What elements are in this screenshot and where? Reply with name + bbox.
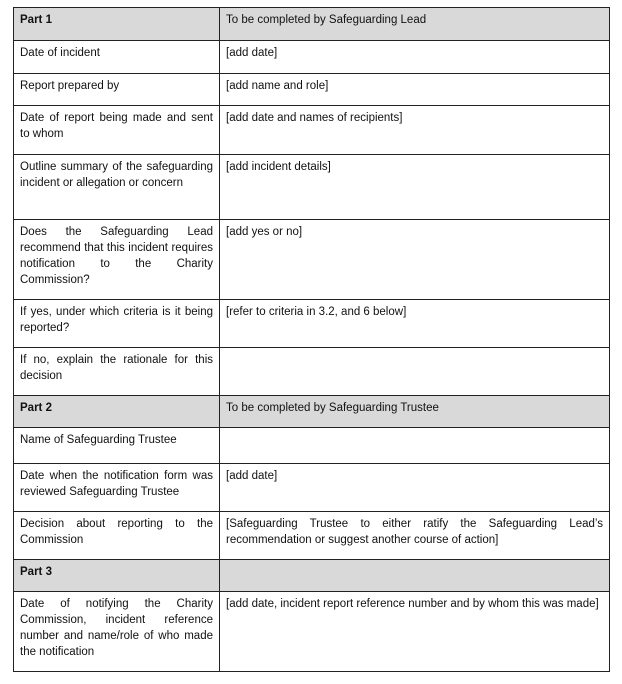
part-1-label: Part 1 (14, 8, 220, 41)
field-label: If yes, under which criteria is it being reported? (14, 300, 220, 348)
table-row (14, 512, 610, 560)
part-2-header-row (14, 396, 610, 428)
field-value[interactable]: [add name and role] (220, 74, 610, 106)
field-value[interactable]: [add date] (220, 41, 610, 74)
field-value[interactable]: [refer to criteria in 3.2, and 6 below] (220, 300, 610, 348)
field-value[interactable] (220, 428, 610, 464)
field-value[interactable]: [add incident details] (220, 155, 610, 220)
field-value[interactable]: [add date, incident report reference number and by whom this was made] (220, 592, 610, 672)
safeguarding-report-form (13, 7, 610, 672)
field-label: Outline summary of the safeguarding incident or allegation or concern (14, 155, 220, 220)
part-3-header-row (14, 560, 610, 592)
field-label: Name of Safeguarding Trustee (14, 428, 220, 464)
field-value[interactable]: [add date and names of recipients] (220, 106, 610, 155)
field-label: Date of notifying the Charity Commission, incident reference number and name/role of who made the notification (14, 592, 220, 672)
field-value[interactable]: [add yes or no] (220, 220, 610, 300)
table-row (14, 41, 610, 74)
field-label: Does the Safeguarding Lead recommend that this incident requires notification to the Charity Commission? (14, 220, 220, 300)
table-row (14, 74, 610, 106)
field-label: Decision about reporting to the Commission (14, 512, 220, 560)
table-row (14, 592, 610, 672)
table-row (14, 155, 610, 220)
field-value[interactable] (220, 348, 610, 396)
part-3-label: Part 3 (14, 560, 220, 592)
table-row (14, 106, 610, 155)
part-1-header-row (14, 8, 610, 41)
table-row (14, 300, 610, 348)
field-label: Report prepared by (14, 74, 220, 106)
field-value[interactable]: [Safeguarding Trustee to either ratify the Safeguarding Lead’s recommendation or suggest another course of action] (220, 512, 610, 560)
table-row (14, 348, 610, 396)
field-label: Date of report being made and sent to whom (14, 106, 220, 155)
table-row (14, 464, 610, 512)
table-row (14, 220, 610, 300)
table-row (14, 428, 610, 464)
part-2-label: Part 2 (14, 396, 220, 428)
field-value[interactable]: [add date] (220, 464, 610, 512)
part-3-note (220, 560, 610, 592)
field-label: If no, explain the rationale for this decision (14, 348, 220, 396)
field-label: Date of incident (14, 41, 220, 74)
part-2-note: To be completed by Safeguarding Trustee (220, 396, 610, 428)
field-label: Date when the notification form was reviewed Safeguarding Trustee (14, 464, 220, 512)
part-1-note: To be completed by Safeguarding Lead (220, 8, 610, 41)
